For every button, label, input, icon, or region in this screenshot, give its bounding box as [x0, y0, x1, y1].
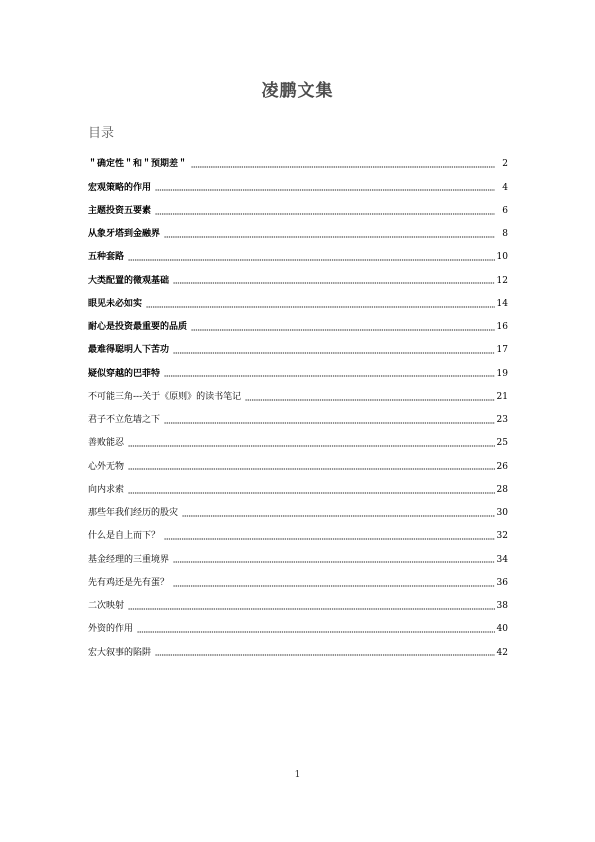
toc-entry-page: 36: [496, 577, 508, 588]
toc-entry-title: 善败能忍: [88, 438, 125, 449]
toc-entry-title: 疑似穿越的巴菲特: [88, 368, 161, 379]
toc-entry-page: 2: [502, 159, 508, 170]
toc-entry-page: 28: [496, 484, 508, 495]
toc-entry-title: 二次映射: [88, 601, 125, 611]
toc-dot-leader: [173, 553, 495, 564]
toc-entry-page: 4: [502, 182, 508, 193]
toc-entry-page: 38: [496, 601, 508, 611]
toc-entry-title: 眼见未必如实: [88, 298, 143, 309]
toc-entry-page: 26: [496, 461, 508, 472]
toc-entry[interactable]: [88, 449, 508, 472]
toc-entry-title: 什么是自上而下？: [88, 531, 161, 542]
toc-dot-leader: [173, 343, 495, 354]
toc-entry-title: 外资的作用: [88, 624, 134, 635]
toc-entry-title: 先有鸡还是先有蛋？: [88, 577, 170, 588]
toc-entry-page: 6: [502, 205, 508, 216]
toc-entry-title: 不可能三角---关于《原则》的读书笔记: [88, 391, 242, 402]
toc-entry-page: 32: [496, 531, 508, 542]
toc-dot-leader: [245, 390, 495, 401]
toc-entry-title: 向内求索: [88, 484, 125, 495]
toc-dot-leader: [146, 297, 495, 308]
toc-entry[interactable]: [88, 496, 508, 519]
toc-entry[interactable]: [88, 542, 508, 565]
toc-entry-page: 34: [496, 554, 508, 565]
toc-entry[interactable]: [88, 170, 508, 193]
toc-dot-leader: [137, 622, 495, 633]
toc-entry-title: 基金经理的三重境界: [88, 554, 170, 565]
toc-dot-leader: [164, 367, 495, 378]
page-number: 1: [294, 770, 301, 780]
toc-entry[interactable]: [88, 194, 508, 217]
toc-entry-title: 君子不立危墙之下: [88, 415, 161, 425]
toc-dot-leader: [173, 576, 495, 587]
toc-entry[interactable]: [88, 635, 508, 658]
toc-entry[interactable]: [88, 287, 508, 310]
toc-entry-title: 宏大叙事的陷阱: [88, 647, 152, 658]
toc-entry-page: 12: [496, 275, 508, 286]
toc-dot-leader: [191, 320, 495, 331]
toc-entry-page: 30: [496, 508, 508, 518]
toc-entry-title: 大类配置的微观基础: [88, 275, 170, 286]
toc-dot-leader: [128, 483, 495, 494]
toc-entry[interactable]: [88, 147, 508, 170]
toc-entry-page: 23: [496, 415, 508, 425]
toc-entry-page: 21: [496, 391, 508, 402]
toc-entry-page: 40: [496, 624, 508, 635]
toc-entry-page: 16: [496, 322, 508, 332]
toc-entry-title: ＂确定性＂和＂预期差＂: [88, 159, 188, 170]
toc-dot-leader: [128, 250, 495, 261]
toc-dot-leader: [128, 436, 495, 447]
toc-entry-page: 17: [496, 345, 508, 356]
toc-entry[interactable]: [88, 612, 508, 635]
toc-dot-leader: [191, 157, 495, 168]
toc-entry[interactable]: [88, 356, 508, 379]
table-of-contents: [88, 147, 508, 659]
toc-entry[interactable]: [88, 333, 508, 356]
toc-entry-page: 10: [496, 252, 508, 263]
toc-entry[interactable]: [88, 589, 508, 612]
toc-dot-leader: [155, 181, 495, 192]
toc-entry-title: 主题投资五要素: [88, 205, 152, 216]
document-title: 凌鹏文集: [261, 81, 334, 101]
toc-entry[interactable]: [88, 403, 508, 426]
toc-entry[interactable]: [88, 426, 508, 449]
toc-entry-page: 14: [496, 298, 508, 309]
toc-entry[interactable]: [88, 263, 508, 286]
toc-entry-title: 那些年我们经历的股灾: [88, 508, 179, 518]
toc-dot-leader: [155, 204, 495, 215]
toc-entry-title: 最难得聪明人下苦功: [88, 345, 170, 356]
toc-entry[interactable]: [88, 473, 508, 496]
toc-dot-leader: [182, 506, 495, 517]
toc-entry[interactable]: [88, 519, 508, 542]
toc-entry[interactable]: [88, 310, 508, 333]
toc-entry-title: 从象牙塔到金融界: [88, 229, 161, 239]
toc-entry[interactable]: [88, 566, 508, 589]
toc-dot-leader: [164, 529, 495, 540]
toc-entry-page: 8: [502, 229, 508, 239]
toc-heading: 目录: [88, 126, 115, 141]
toc-entry-page: 25: [496, 438, 508, 449]
toc-entry[interactable]: [88, 380, 508, 403]
toc-entry-page: 19: [496, 368, 508, 379]
toc-entry-title: 耐心是投资最重要的品质: [88, 322, 188, 332]
toc-entry-title: 宏观策略的作用: [88, 182, 152, 193]
toc-entry[interactable]: [88, 240, 508, 263]
toc-dot-leader: [164, 227, 495, 238]
toc-dot-leader: [128, 599, 495, 610]
toc-entry-title: 五种套路: [88, 252, 125, 263]
toc-entry-title: 心外无物: [88, 461, 125, 472]
toc-dot-leader: [128, 460, 495, 471]
toc-dot-leader: [155, 646, 495, 657]
toc-entry-page: 42: [496, 647, 508, 658]
toc-entry[interactable]: [88, 217, 508, 240]
toc-dot-leader: [173, 274, 495, 285]
toc-dot-leader: [164, 413, 495, 424]
